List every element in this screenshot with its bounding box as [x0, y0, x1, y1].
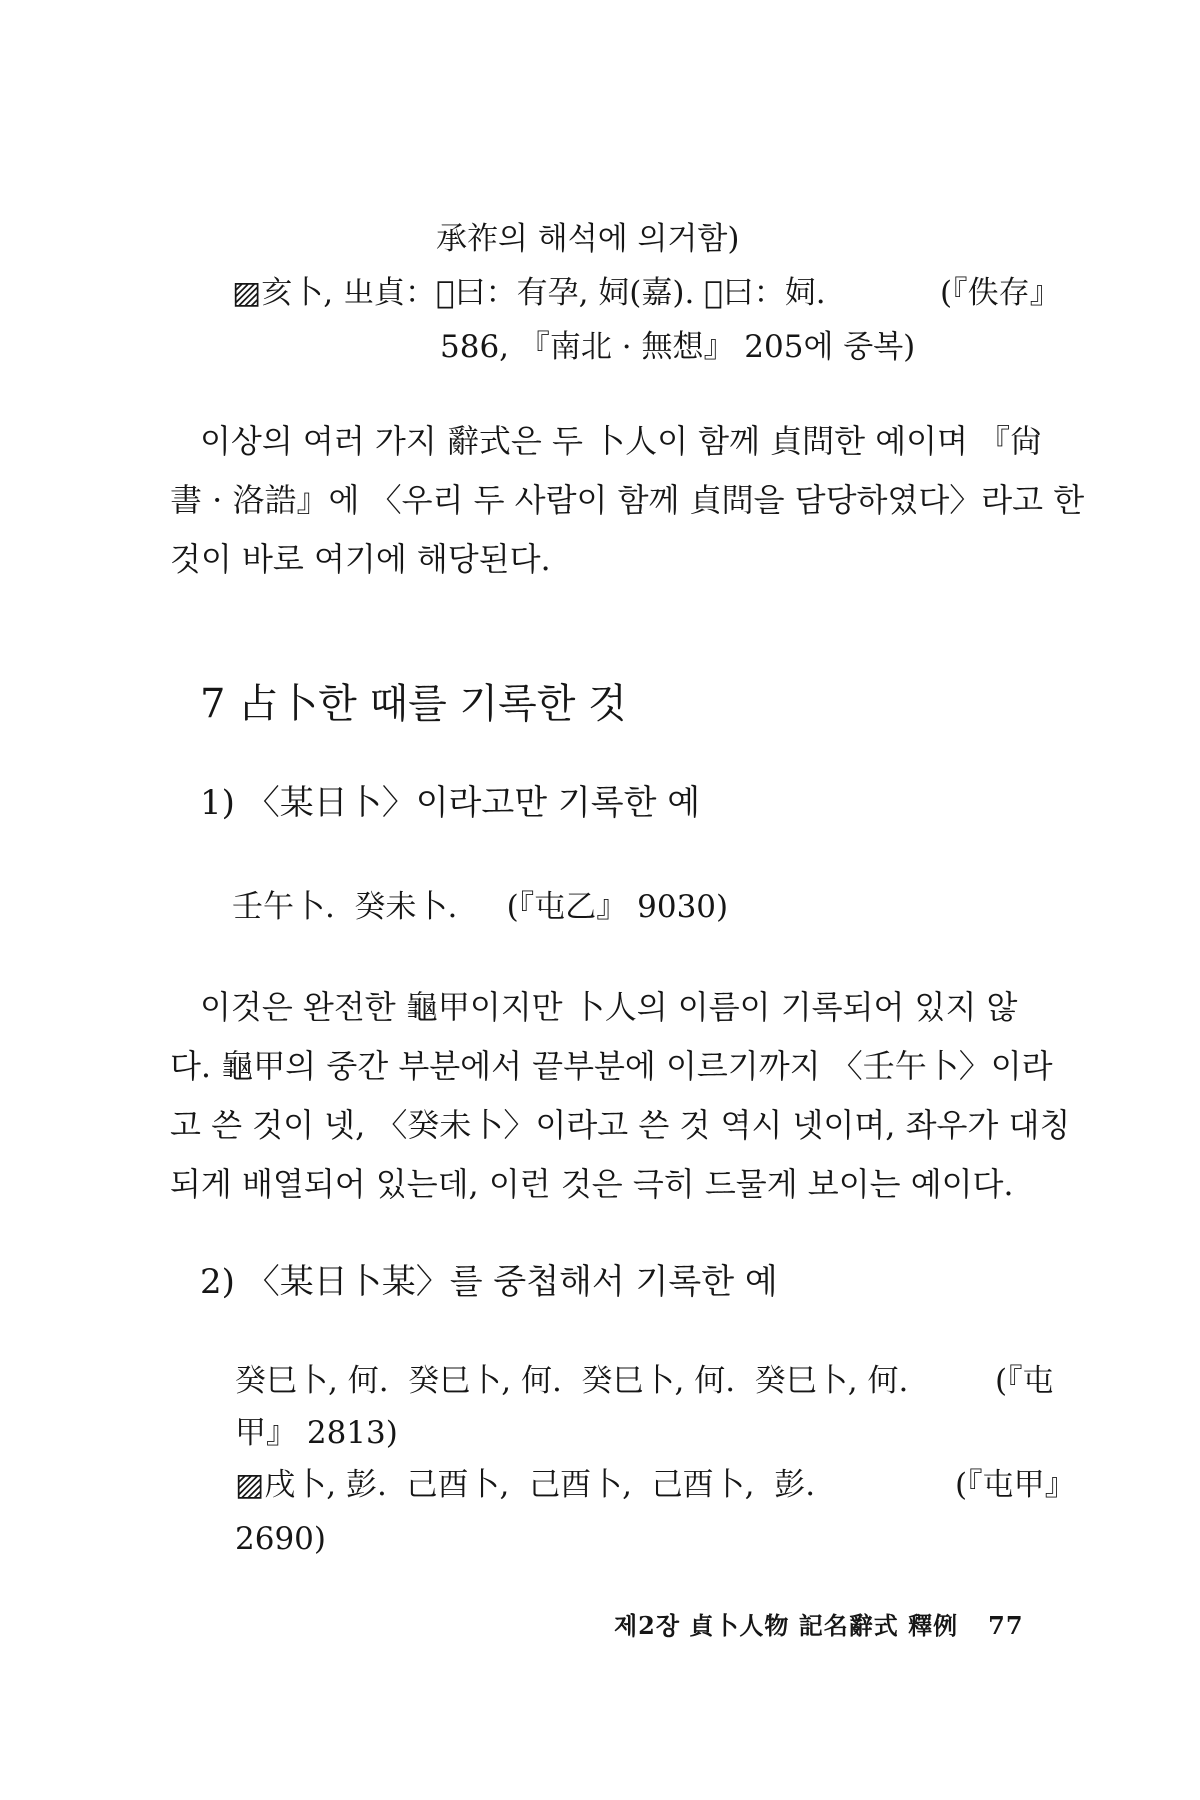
paragraph-line: 것이 바로 여기에 해당된다.	[170, 540, 551, 578]
quote-line: ▨亥卜, 㞢貞：𫱮曰：有孕, 㚸(嘉). 𫱮曰：㚸.	[232, 275, 826, 311]
example-source: (『屯	[995, 1363, 1054, 1399]
paragraph-1	[170, 412, 1084, 589]
section-heading: 7 占卜한 때를 기록한 것	[200, 681, 627, 727]
subsection-heading: 1) 〈某日卜〉이라고만 기록한 예	[200, 783, 701, 823]
running-footer	[614, 1606, 1024, 1641]
paragraph-line: 고 쓴 것이 넷, 〈癸未卜〉이라고 쓴 것 역시 넷이며, 좌우가 대칭	[170, 1106, 1071, 1144]
subsection-heading: 2) 〈某日卜某〉를 중첩해서 기록한 예	[200, 1262, 778, 1302]
quote-line: 586, 『南北 · 無想』 205에 중복)	[440, 329, 916, 365]
paragraph-2	[170, 978, 1070, 1214]
paragraph-line: 書 · 洛誥』에 〈우리 두 사람이 함께 貞問을 담당하였다〉라고 한	[170, 481, 1085, 519]
example-source: 2690)	[235, 1521, 326, 1557]
example-line: 壬午卜. 癸未卜. (『屯乙』 9030)	[232, 889, 729, 925]
example-source: (『屯甲』	[955, 1467, 1076, 1503]
page-number: 77	[988, 1611, 1024, 1640]
footer-chapter: 제2장 貞卜人物 記名辭式 釋例	[614, 1611, 959, 1640]
example-source: 甲』 2813)	[235, 1415, 398, 1451]
quote-source: (『佚存』	[940, 275, 1061, 311]
paragraph-line: 다. 龜甲의 중간 부분에서 끝부분에 이르기까지 〈壬午卜〉이라	[170, 1047, 1053, 1085]
quote-line: 承祚의 해석에 의거함)	[436, 221, 740, 257]
paragraph-line: 이상의 여러 가지 辭式은 두 卜人이 함께 貞問한 예이며 『尙	[200, 422, 1043, 460]
example-line: 癸巳卜, 何. 癸巳卜, 何. 癸巳卜, 何. 癸巳卜, 何.	[235, 1363, 909, 1399]
example-line: ▨戌卜, 彭. 己酉卜, 己酉卜, 己酉卜, 彭.	[235, 1467, 816, 1503]
paragraph-line: 이것은 완전한 龜甲이지만 卜人의 이름이 기록되어 있지 않	[200, 988, 1018, 1026]
paragraph-line: 되게 배열되어 있는데, 이런 것은 극히 드물게 보이는 예이다.	[170, 1165, 1014, 1203]
